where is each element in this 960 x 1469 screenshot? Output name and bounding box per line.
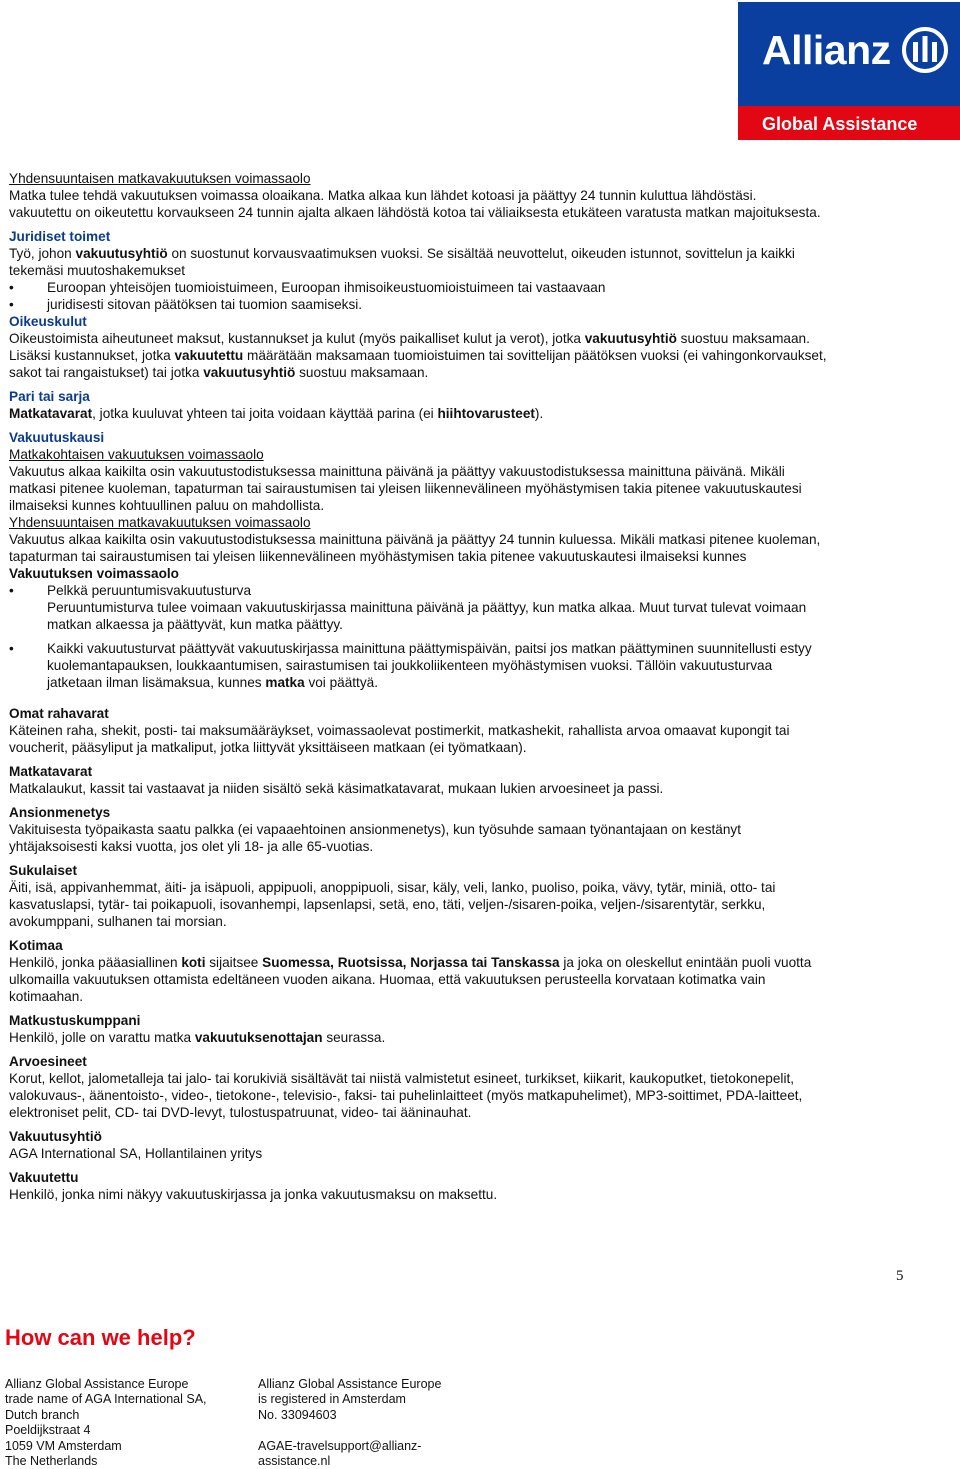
logo-red-band: [738, 106, 960, 140]
footer-line: [258, 1423, 441, 1438]
text-run: valokuvaus-, äänentoisto-, video-, tietokone-, televisio-, faksi- tai puhelinlaitteet (myös matkapuhelimet), MP3-soittimet, PDA-laitteet,: [9, 1088, 803, 1103]
text-run: Henkilö, jonka nimi näkyy vakuutuskirjassa ja jonka vakuutusmaksu on maksettu.: [9, 1187, 498, 1202]
text-run: avokumppani, sulhanen tai morsian.: [9, 914, 227, 929]
paragraph: [9, 862, 949, 930]
paragraph-spacer: [9, 1005, 949, 1012]
paragraph-spacer: [9, 797, 949, 804]
footer-company-info: [5, 1377, 207, 1469]
paragraph-spacer: [9, 930, 949, 937]
text-line: [9, 1070, 949, 1087]
text-line: [9, 388, 949, 405]
text-run: Pelkkä peruuntumisvakuutusturva: [47, 583, 252, 598]
text-line: [9, 913, 949, 930]
text-run: Äiti, isä, appivanhemmat, äiti- ja isäpuoli, appipuoli, anoppipuoli, sisar, käly, veli, lanko, puoliso, poika, vävy, tytär, miniä, otto- tai: [9, 880, 776, 895]
text-run: voucherit, pääsyliput ja matkaliput, jotka liittyvät yksittäiseen matkaan (ei työmatkaan).: [9, 740, 527, 755]
bullet-marker: •: [9, 280, 14, 295]
bullet-item: [9, 582, 949, 633]
text-line: [9, 463, 949, 480]
bold-term: Matkatavarat: [9, 406, 93, 421]
text-run: Oikeustoimista aiheutuneet maksut, kustannukset ja kulut (myös paikalliset kulut ja verot), jotka: [9, 331, 585, 346]
text-line: [47, 296, 949, 313]
text-line: [9, 763, 949, 780]
text-run: elektroniset pelit, CD- tai DVD-levyt, tulostuspatruunat, video- tai ääninauhat.: [9, 1105, 472, 1120]
footer-line: No. 33094603: [258, 1407, 337, 1422]
text-line: [9, 1169, 949, 1186]
text-line: [47, 599, 949, 616]
text-line: [9, 722, 949, 739]
bold-term: vakuutusyhtiö: [75, 246, 168, 261]
text-run: sakot tai rangaistukset) tai jotka: [9, 365, 204, 380]
text-line: [9, 1128, 949, 1145]
text-line: [9, 1186, 949, 1203]
bold-term: vakuutettu: [174, 348, 244, 363]
bold-term: vakuutusyhtiö: [584, 331, 677, 346]
text-run: sijaitsee: [205, 955, 263, 970]
text-run: kasvatuslapsi, tytär- tai poikapuoli, isovanhempi, lapsenlapsi, setä, eno, täti, veljen-/sisaren-poika, veljen-/sisarentytär, serkku,: [9, 897, 766, 912]
paragraph-spacer: [9, 422, 949, 429]
bold-term: Vakuutusyhtiö: [9, 1129, 102, 1144]
footer-email: AGAE-travelsupport@allianz-: [258, 1438, 422, 1453]
text-line: [9, 804, 949, 821]
bold-term: matka: [265, 675, 305, 690]
footer-line: The Netherlands: [5, 1454, 98, 1469]
text-line: [9, 245, 949, 262]
text-line: [9, 446, 949, 463]
footer-line: Dutch branch: [5, 1407, 80, 1422]
text-line: [9, 739, 949, 756]
footer-line: Allianz Global Assistance Europe: [5, 1377, 189, 1391]
paragraph: [9, 937, 949, 1005]
bold-term: Kotimaa: [9, 938, 63, 953]
text-line: [47, 582, 949, 599]
bold-term: Vakuutettu: [9, 1170, 79, 1185]
bold-term: koti: [181, 955, 206, 970]
text-line: [9, 937, 949, 954]
bold-term: Sukulaiset: [9, 863, 77, 878]
text-line: [9, 364, 949, 381]
text-line: [9, 497, 949, 514]
paragraph: [9, 228, 949, 279]
text-line: [9, 821, 949, 838]
text-line: [9, 1087, 949, 1104]
text-run: Henkilö, jolle on varattu matka: [9, 1030, 195, 1045]
paragraph-spacer: [9, 1121, 949, 1128]
text-run: Kaikki vakuutusturvat päättyvät vakuutuskirjassa mainittuna päättymispäivän, paitsi jos matkan päättyminen suunnitellusti estyy: [47, 641, 812, 656]
paragraph-spacer: [9, 1046, 949, 1053]
text-run: kuolemantapauksen, loukkaantumisen, sairastumisen tai joukkoliikenteen myöhästymisen vuoksi. Tällöin vakuutusturvaa: [47, 658, 773, 673]
paragraph: [9, 804, 949, 855]
text-line: [9, 971, 949, 988]
footer-line: is registered in Amsterdam: [258, 1392, 406, 1407]
underlined-subheading: Matkakohtaisen vakuutuksen voimassaolo: [9, 447, 264, 462]
text-line: [9, 313, 949, 330]
text-line: [9, 170, 949, 187]
bullet-item: [9, 296, 949, 313]
text-line: [9, 262, 949, 279]
text-run: vakuutettu on oikeutettu korvaukseen 24 tunnin ajalta alkaen lähdöstä kotoa tai väliaiksesta etukäteen varatusta matkan majoituksesta.: [9, 205, 821, 220]
text-line: [9, 1029, 949, 1046]
text-line: [9, 187, 949, 204]
text-line: [9, 954, 949, 971]
text-line: [9, 531, 949, 548]
text-run: , jotka kuuluvat yhteen tai joita voidaan käyttää parina (ei: [92, 406, 438, 421]
text-run: ja joka on oleskellut enintään puoli vuotta: [559, 955, 812, 970]
paragraph: [9, 170, 949, 221]
bullet-item: [9, 279, 949, 296]
text-line: [47, 616, 949, 633]
text-run: seurassa.: [322, 1030, 386, 1045]
section-heading: Pari tai sarja: [9, 389, 90, 404]
text-run: määrätään maksamaan tuomioistuimen tai sovittelijan päätöksen vuoksi (ei vahingonkorvaukset,: [243, 348, 827, 363]
help-slogan: How can we help?: [5, 1325, 196, 1350]
allianz-logo: [738, 2, 960, 140]
bold-term: Arvoesineet: [9, 1054, 87, 1069]
bold-term: vakuutuksenottajan: [194, 1030, 323, 1045]
paragraph-spacer: [9, 756, 949, 763]
paragraph: [9, 1169, 949, 1203]
paragraph: [9, 1053, 949, 1121]
text-line: [9, 1012, 949, 1029]
bullet-item: [9, 640, 949, 691]
text-run: Työ, johon: [9, 246, 76, 261]
text-line: [47, 674, 949, 691]
text-run: AGA International SA, Hollantilainen yritys: [9, 1146, 263, 1161]
paragraph: [9, 388, 949, 422]
paragraph-spacer: [9, 1162, 949, 1169]
underlined-subheading: Yhdensuuntaisen matkavakuutuksen voimassaolo: [9, 171, 311, 186]
text-line: [47, 640, 949, 657]
text-line: [9, 838, 949, 855]
paragraph: [9, 763, 949, 797]
text-run: matkasi pitenee kuoleman, tapaturman tai sairaustumisen tai yleisen liikennevälineen myöhästymisen takia pitenee vakuutuskautesi: [9, 481, 802, 496]
text-run: Matkalaukut, kassit tai vastaavat ja niiden sisältö sekä käsimatkatavarat, mukaan lukien arvoesineet ja passi.: [9, 781, 664, 796]
bold-term: Matkustuskumppani: [9, 1013, 141, 1028]
text-line: [9, 1053, 949, 1070]
text-run: ilmaiseksi kunnes kohtuullinen paluu on mahdollista.: [9, 498, 325, 513]
text-line: [9, 879, 949, 896]
footer-line: Allianz Global Assistance Europe: [258, 1377, 442, 1391]
text-run: Peruuntumisturva tulee voimaan vakuutuskirjassa mainittuna päivänä ja päättyy, kun matka alkaa. Muut turvat tulevat voimaan: [47, 600, 807, 615]
text-run: suostuu maksamaan.: [676, 331, 810, 346]
footer-line: 1059 VM Amsterdam: [5, 1438, 122, 1453]
text-line: [9, 1104, 949, 1121]
paragraph-spacer: [9, 855, 949, 862]
bullet-marker: •: [9, 641, 14, 656]
bold-term: vakuutusyhtiö: [203, 365, 296, 380]
text-line: [9, 204, 949, 221]
paragraph-spacer: [9, 381, 949, 388]
text-run: Euroopan yhteisöjen tuomioistuimeen, Euroopan ihmisoikeustuomioistuimeen tai vastaavaan: [47, 280, 606, 295]
text-line: [9, 429, 949, 446]
text-line: [9, 988, 949, 1005]
text-run: Vakuutus alkaa kaikilta osin vakuutustodistuksessa mainittuna päivänä ja päättyy vakuustodistuksessa mainittuna päivänä. Mikäli: [9, 464, 785, 479]
text-line: [9, 1145, 949, 1162]
text-run: Lisäksi kustannukset, jotka: [9, 348, 175, 363]
bullet-marker: •: [9, 583, 14, 598]
text-run: Korut, kellot, jalometalleja tai jalo- tai korukiviä sisältävät tai niistä valmistetut esineet, turkikset, kiikarit, kaukoputket, tietokonepelit,: [9, 1071, 795, 1086]
footer-registration-info: [258, 1377, 441, 1469]
text-line: [9, 405, 949, 422]
bold-term: Matkatavarat: [9, 764, 93, 779]
section-heading: Vakuutuskausi: [9, 430, 105, 445]
text-run: on suostunut korvausvaatimuksen vuoksi. Se sisältää neuvottelut, oikeuden istunnot, sovittelun ja kaikki: [167, 246, 795, 261]
text-line: [9, 480, 949, 497]
text-line: [47, 657, 949, 674]
section-heading: Juridiset toimet: [9, 229, 111, 244]
text-run: jatketaan ilman lisämaksua, kunnes: [47, 675, 266, 690]
paragraph: [9, 313, 949, 381]
text-run: yhtäjaksoisesti kaksi vuotta, jos olet yli 18- ja alle 65-vuotias.: [9, 839, 374, 854]
footer-line: Poeldijkstraat 4: [5, 1423, 91, 1438]
text-run: kotimaahan.: [9, 989, 84, 1004]
bold-term: Omat rahavarat: [9, 706, 109, 721]
text-run: Vakituisesta työpaikasta saatu palkka (ei vapaaehtoinen ansionmenetys), kun työsuhde samaan työnantajaan on kestänyt: [9, 822, 742, 837]
text-run: Henkilö, jonka pääasiallinen: [9, 955, 182, 970]
underlined-subheading: Yhdensuuntaisen matkavakuutuksen voimassaolo: [9, 515, 311, 530]
text-line: [9, 896, 949, 913]
text-line: [9, 514, 949, 531]
text-line: [47, 279, 949, 296]
bold-term: Vakuutuksen voimassaolo: [9, 566, 179, 581]
paragraph: [9, 705, 949, 756]
paragraph-spacer: [9, 691, 949, 705]
logo-wordmark: Allianz: [762, 27, 891, 73]
paragraph-spacer: [9, 221, 949, 228]
document-body: [9, 170, 949, 1203]
logo-subtitle: Global Assistance: [762, 114, 918, 134]
text-run: voi päättyä.: [304, 675, 378, 690]
text-line: [9, 780, 949, 797]
section-heading: Oikeuskulut: [9, 314, 87, 329]
paragraph: [9, 429, 949, 582]
text-line: [9, 548, 949, 565]
text-line: [9, 330, 949, 347]
text-line: [9, 347, 949, 364]
paragraph: [9, 1128, 949, 1162]
text-run: matkan alkaessa ja päättyvät, kun matka päättyy.: [47, 617, 343, 632]
footer-email: assistance.nl: [258, 1454, 331, 1469]
text-run: Vakuutus alkaa kaikilta osin vakuutustodistuksessa mainittuna päivänä ja päättyy 24 tunnin kuluessa. Mikäli matkasi pitenee kuoleman,: [9, 532, 821, 547]
text-run: juridisesti sitovan päätöksen tai tuomion saamiseksi.: [47, 297, 363, 312]
paragraph-spacer: [9, 633, 949, 640]
text-run: ulkomailla vakuutuksen ottamista edeltäneen vuoden aikana. Huomaa, että vakuutuksen perusteella korvataan kotimatka vain: [9, 972, 766, 987]
allianz-eagle-icon: [901, 26, 949, 74]
footer-line: trade name of AGA International SA,: [5, 1392, 207, 1407]
text-run: suostuu maksamaan.: [295, 365, 429, 380]
text-run: tekemäsi muutoshakemukset: [9, 263, 186, 278]
text-line: [9, 565, 949, 582]
paragraph: [9, 1012, 949, 1046]
page-number: 5: [896, 1268, 904, 1284]
text-line: [9, 228, 949, 245]
text-line: [9, 705, 949, 722]
bullet-marker: •: [9, 297, 14, 312]
bold-term: hiihtovarusteet: [437, 406, 535, 421]
bold-term: Ansionmenetys: [9, 805, 111, 820]
text-run: ).: [534, 406, 544, 421]
bold-term: Suomessa, Ruotsissa, Norjassa tai Tanskassa: [262, 955, 560, 970]
text-run: Matka tulee tehdä vakuutuksen voimassa oloaikana. Matka alkaa kun lähdet kotoasi ja päättyy 24 tunnin kuluttua lähdöstäsi.: [9, 188, 757, 203]
text-run: Käteinen raha, shekit, posti- tai maksumääräykset, voimassaolevat postimerkit, matkashekit, rahallista arvoa omaavat kupongit tai: [9, 723, 790, 738]
text-run: tapaturman tai sairaustumisen tai yleisen liikennevälineen myöhästymisen takia pitenee vakuutuskautesi ilmaiseksi kunnes: [9, 549, 747, 564]
text-line: [9, 862, 949, 879]
